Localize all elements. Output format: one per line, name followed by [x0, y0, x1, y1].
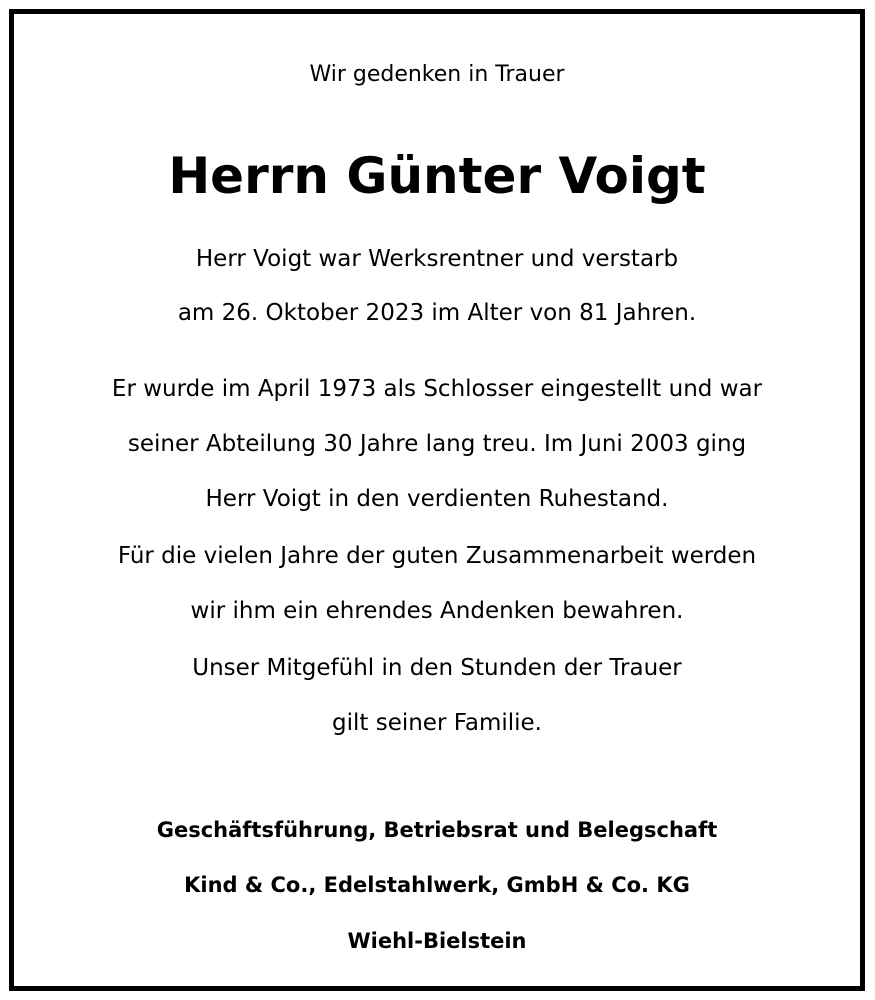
- obituary-notice-frame: [9, 9, 865, 991]
- body-text-line: gilt seiner Familie.: [332, 710, 542, 736]
- body-text-line: Herr Voigt in den verdienten Ruhestand.: [205, 486, 669, 512]
- body-text-line: am 26. Oktober 2023 im Alter von 81 Jahren.: [177, 300, 697, 326]
- signature-line: Geschäftsführung, Betriebsrat und Belegschaft: [156, 818, 718, 842]
- signature-line: Wiehl-Bielstein: [347, 929, 527, 953]
- body-text-line: Er wurde im April 1973 als Schlosser eingestellt und war: [111, 376, 763, 402]
- body-text-line: seiner Abteilung 30 Jahre lang treu. Im Juni 2003 ging: [127, 431, 747, 457]
- body-text-line: Herr Voigt war Werksrentner und verstarb: [195, 246, 679, 272]
- body-text-line: wir ihm ein ehrendes Andenken bewahren.: [190, 598, 684, 624]
- intro-line: Wir gedenken in Trauer: [309, 62, 565, 87]
- signature-line: Kind & Co., Edelstahlwerk, GmbH & Co. KG: [184, 873, 690, 897]
- body-text-line: Unser Mitgefühl in den Stunden der Trauer: [192, 655, 682, 681]
- deceased-name: Herrn Günter Voigt: [168, 147, 706, 205]
- body-text-line: Für die vielen Jahre der guten Zusammenarbeit werden: [117, 543, 757, 569]
